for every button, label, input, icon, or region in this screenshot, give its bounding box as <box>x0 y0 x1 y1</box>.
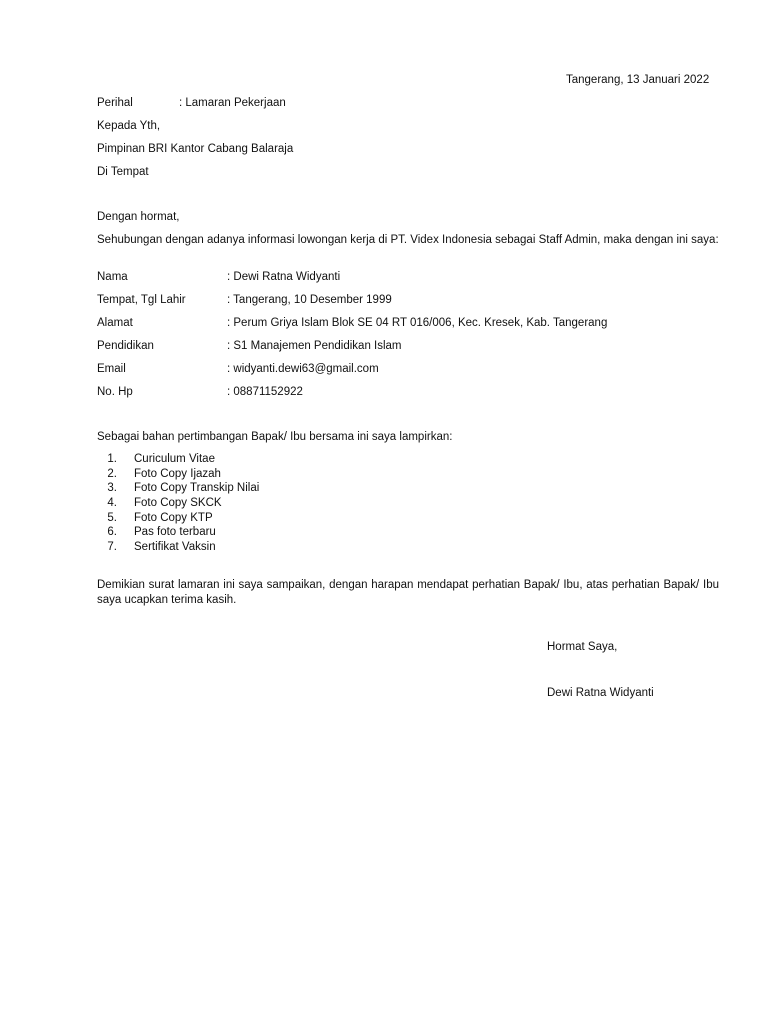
identity-row-email <box>97 362 719 385</box>
subject-value: : Lamaran Pekerjaan <box>179 97 286 109</box>
list-item-number: 2. <box>107 467 117 480</box>
list-item-text: Curiculum Vitae <box>134 453 215 465</box>
list-item <box>97 467 259 482</box>
identity-value: : Dewi Ratna Widyanti <box>227 271 341 283</box>
intro-paragraph: Sehubungan dengan adanya informasi lowongan kerja di PT. Videx Indonesia sebagai Staff Admin, maka dengan ini saya: <box>97 234 719 246</box>
identity-label: No. Hp <box>97 386 133 398</box>
list-item-number: 7. <box>107 541 117 554</box>
list-item-number: 3. <box>107 482 117 495</box>
identity-label: Nama <box>97 271 128 283</box>
identity-label: Tempat, Tgl Lahir <box>97 294 186 306</box>
subject-line <box>97 96 286 110</box>
identity-value: : Tangerang, 10 Desember 1999 <box>227 294 392 306</box>
identity-row-birth <box>97 293 719 316</box>
list-item-number: 5. <box>107 511 117 524</box>
list-item-number: 4. <box>107 497 117 510</box>
closing-paragraph: Demikian surat lamaran ini saya sampaikan, dengan harapan mendapat perhatian Bapak/ Ibu, atas perhatian Bapak/ Ibu saya ucapkan terima kasih. <box>97 579 719 606</box>
list-item-text: Sertifikat Vaksin <box>134 541 216 554</box>
list-item-text: Foto Copy KTP <box>134 511 213 524</box>
list-item-text: Foto Copy Ijazah <box>134 467 221 480</box>
identity-row-name <box>97 270 719 293</box>
list-item <box>97 525 259 540</box>
identity-label: Alamat <box>97 317 133 329</box>
identity-value: : widyanti.dewi63@gmail.com <box>227 363 379 375</box>
list-item-text: Pas foto terbaru <box>134 526 216 539</box>
identity-value: : S1 Manajemen Pendidikan Islam <box>227 340 402 352</box>
signer-name: Dewi Ratna Widyanti <box>547 687 654 699</box>
recipient-name: Pimpinan BRI Kantor Cabang Balaraja <box>97 143 294 155</box>
identity-value: : 08871152922 <box>227 386 303 398</box>
identity-label: Email <box>97 363 126 375</box>
identity-label: Pendidikan <box>97 340 154 352</box>
list-item <box>97 511 259 526</box>
subject-label: Perihal <box>97 97 133 109</box>
list-item-number: 1. <box>107 453 117 465</box>
list-item <box>97 452 259 467</box>
list-item <box>97 481 259 496</box>
recipient-place: Di Tempat <box>97 166 149 178</box>
recipient-greeting: Kepada Yth, <box>97 120 161 132</box>
identity-table <box>97 270 719 408</box>
list-item <box>97 540 259 555</box>
identity-row-address <box>97 316 719 339</box>
list-item-text: Foto Copy SKCK <box>134 497 222 510</box>
closing-salutation: Hormat Saya, <box>547 641 618 653</box>
identity-row-education <box>97 339 719 362</box>
identity-row-phone <box>97 385 719 408</box>
list-item-text: Foto Copy Transkip Nilai <box>134 482 260 495</box>
attachment-intro: Sebagai bahan pertimbangan Bapak/ Ibu bersama ini saya lampirkan: <box>97 431 453 443</box>
list-item-number: 6. <box>107 526 117 539</box>
list-item <box>97 496 259 511</box>
identity-value: : Perum Griya Islam Blok SE 04 RT 016/006, Kec. Kresek, Kab. Tangerang <box>227 317 608 329</box>
salutation: Dengan hormat, <box>97 211 180 223</box>
attachment-list <box>97 452 259 555</box>
letter-date: Tangerang, 13 Januari 2022 <box>566 74 710 86</box>
